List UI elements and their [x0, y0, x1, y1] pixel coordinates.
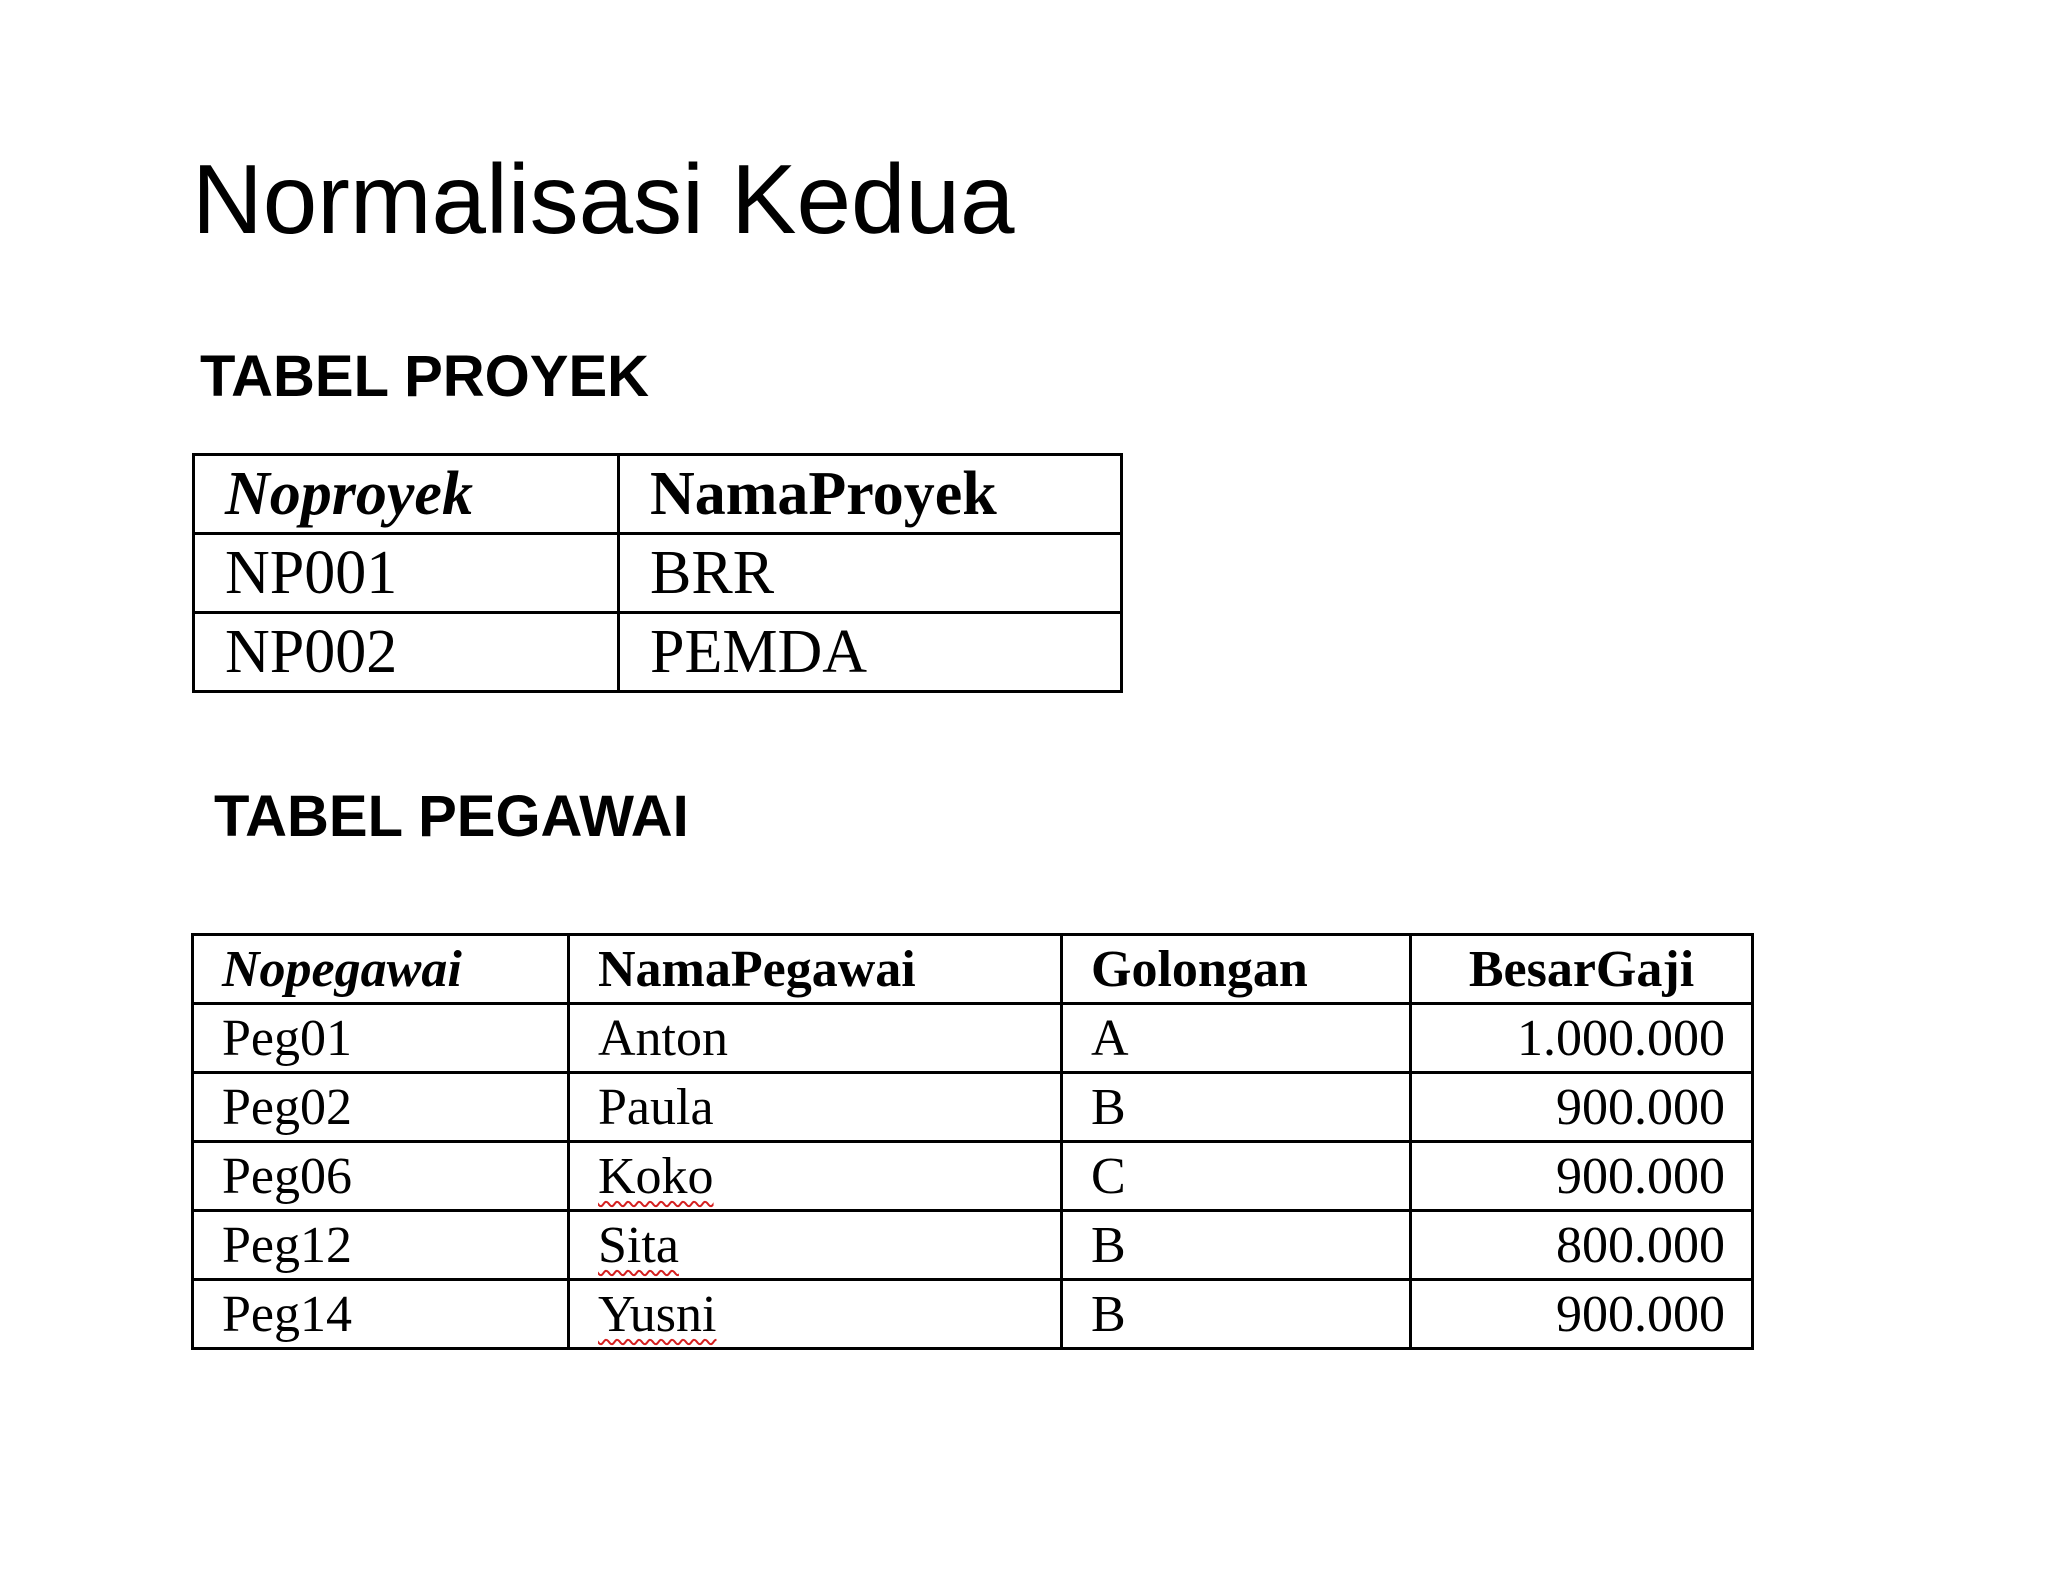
- spellcheck-flagged-name: Koko: [598, 1147, 714, 1205]
- cell-besargaji: 900.000: [1411, 1073, 1753, 1142]
- spellcheck-flagged-name: Sita: [598, 1216, 679, 1274]
- cell-namapegawai: Anton: [569, 1004, 1062, 1073]
- table-header-row: [193, 935, 1753, 1004]
- cell-golongan: B: [1062, 1280, 1411, 1349]
- tabel-proyek: [192, 453, 1123, 693]
- slide-title: Normalisasi Kedua: [192, 144, 1015, 254]
- cell-golongan: B: [1062, 1211, 1411, 1280]
- cell-nopegawai: Peg02: [193, 1073, 569, 1142]
- column-header-nopegawai: Nopegawai: [193, 935, 569, 1004]
- table-row: [193, 1280, 1753, 1349]
- spellcheck-flagged-name: Yusni: [598, 1285, 717, 1343]
- column-header-noproyek: Noproyek: [194, 455, 619, 534]
- cell-besargaji: 900.000: [1411, 1280, 1753, 1349]
- cell-namapegawai: [569, 1280, 1062, 1349]
- cell-namaproyek: BRR: [619, 534, 1122, 613]
- table-row: [193, 1211, 1753, 1280]
- column-header-besargaji: BesarGaji: [1411, 935, 1753, 1004]
- cell-nopegawai: Peg12: [193, 1211, 569, 1280]
- cell-noproyek: NP001: [194, 534, 619, 613]
- column-header-namapegawai: NamaPegawai: [569, 935, 1062, 1004]
- tabel-pegawai-heading: TABEL PEGAWAI: [214, 784, 689, 849]
- table-header-row: [194, 455, 1122, 534]
- cell-golongan: B: [1062, 1073, 1411, 1142]
- cell-namapegawai: [569, 1211, 1062, 1280]
- table-row: [193, 1073, 1753, 1142]
- cell-golongan: A: [1062, 1004, 1411, 1073]
- column-header-golongan: Golongan: [1062, 935, 1411, 1004]
- cell-nopegawai: Peg14: [193, 1280, 569, 1349]
- cell-nopegawai: Peg01: [193, 1004, 569, 1073]
- cell-namapegawai: [569, 1142, 1062, 1211]
- column-header-namaproyek: NamaProyek: [619, 455, 1122, 534]
- table-row: [193, 1142, 1753, 1211]
- table-row: [194, 534, 1122, 613]
- cell-namapegawai: Paula: [569, 1073, 1062, 1142]
- table-row: [194, 613, 1122, 692]
- cell-besargaji: 900.000: [1411, 1142, 1753, 1211]
- cell-noproyek: NP002: [194, 613, 619, 692]
- table-row: [193, 1004, 1753, 1073]
- cell-namaproyek: PEMDA: [619, 613, 1122, 692]
- cell-besargaji: 1.000.000: [1411, 1004, 1753, 1073]
- cell-besargaji: 800.000: [1411, 1211, 1753, 1280]
- cell-nopegawai: Peg06: [193, 1142, 569, 1211]
- tabel-proyek-heading: TABEL PROYEK: [200, 344, 650, 409]
- tabel-pegawai: [191, 933, 1754, 1350]
- cell-golongan: C: [1062, 1142, 1411, 1211]
